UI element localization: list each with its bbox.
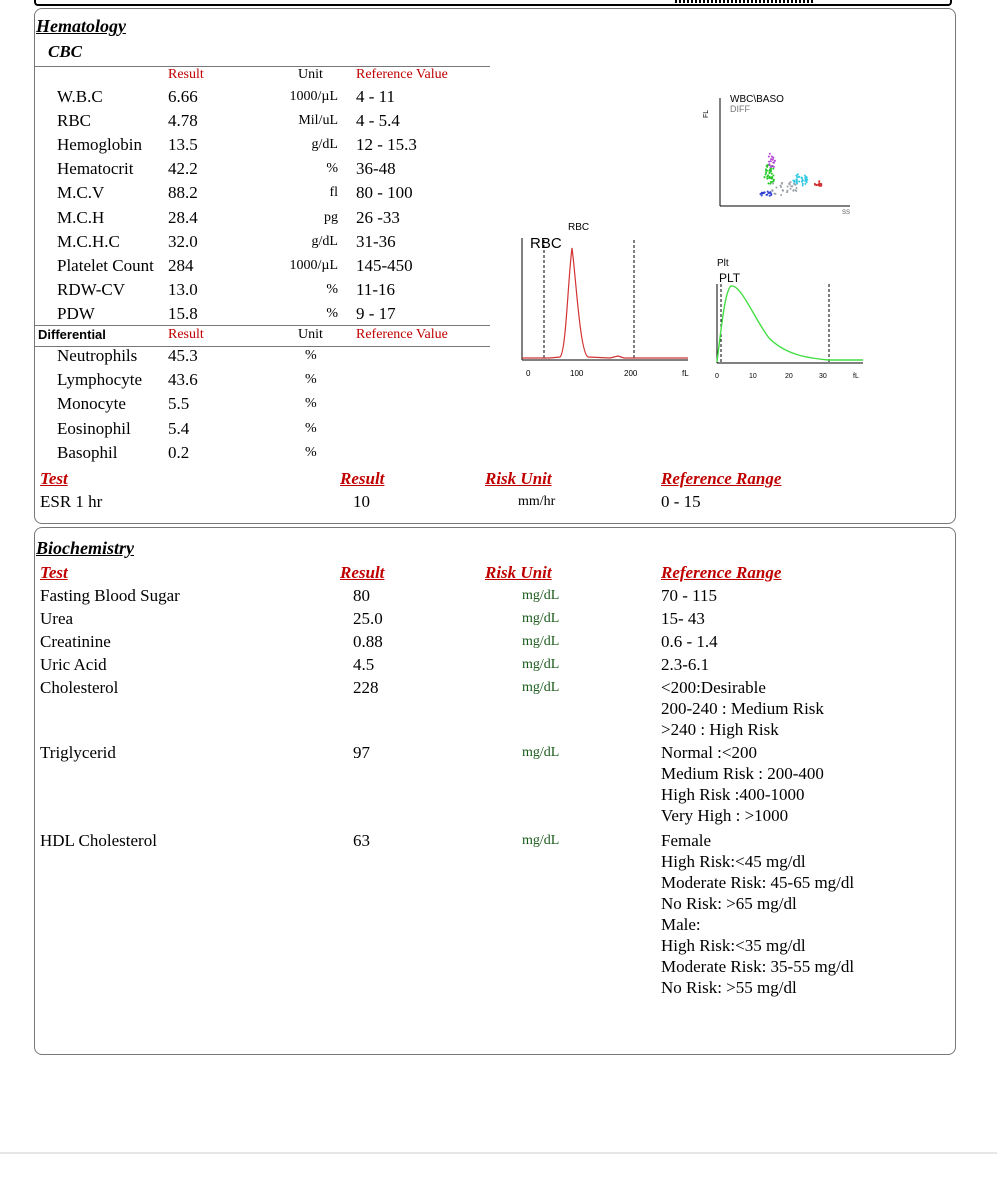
lymphocyte-cluster: [805, 178, 807, 180]
debris-cluster: [791, 185, 793, 187]
lymphocyte-cluster: [796, 176, 798, 178]
diff-result: 5.4: [168, 418, 190, 438]
monocyte-cluster: [818, 180, 820, 182]
diff-unit: %: [305, 396, 317, 412]
cbc-result: 13.0: [168, 279, 198, 299]
debris-cluster: [782, 190, 784, 192]
scatter-x-label: SS: [842, 210, 851, 216]
bio-range-line: 2.3-6.1: [661, 655, 710, 674]
debris-cluster: [795, 189, 797, 191]
neutrophil-cluster: [767, 174, 769, 176]
cbc-test-name: M.C.H: [57, 207, 105, 227]
cbc-title: CBC: [48, 42, 83, 61]
diff-result: 45.3: [168, 346, 198, 365]
bio-test-name: HDL Cholesterol: [40, 831, 157, 850]
cbc-result: 284: [168, 255, 194, 275]
diff-unit: %: [305, 372, 317, 388]
cbc-unit: %: [326, 281, 338, 297]
bio-range-line: >240 : High Risk: [661, 720, 779, 739]
diff-unit: %: [305, 420, 317, 436]
diff-unit: %: [305, 348, 317, 363]
plt-title: Plt: [717, 258, 729, 269]
eosinophil-cluster: [768, 161, 770, 163]
wbc-scatter-chart: [700, 88, 870, 218]
bio-unit: mg/dL: [522, 833, 560, 848]
diff-unit: %: [305, 444, 317, 460]
debris-cluster: [786, 190, 788, 192]
lymphocyte-cluster: [793, 180, 795, 182]
neutrophil-cluster: [771, 178, 773, 180]
bio-unit: mg/dL: [522, 680, 560, 695]
cbc-unit: %: [326, 161, 338, 177]
scatter-dots: [759, 153, 822, 197]
lymphocyte-cluster: [796, 183, 798, 185]
cbc-reference: 145-450: [356, 255, 413, 275]
bio-test-name: Creatinine: [40, 632, 111, 651]
cbc-unit: g/dL: [311, 233, 338, 249]
monocyte-cluster: [818, 182, 820, 184]
bio-range-line: High Risk :400-1000: [661, 785, 805, 804]
bio-range-line: Moderate Risk: 45-65 mg/dl: [661, 873, 855, 892]
diff-test-name: Eosinophil: [57, 418, 131, 438]
plt-tick-label: 10: [749, 373, 757, 380]
lymphocyte-cluster: [804, 183, 806, 185]
cbc-result: 32.0: [168, 231, 198, 251]
cbc-test-name: Hemoglobin: [57, 135, 142, 155]
esr-result: 10: [353, 492, 370, 511]
bio-unit: mg/dL: [522, 657, 560, 672]
lymphocyte-cluster: [805, 180, 807, 182]
bio-result: 63: [353, 831, 370, 850]
bio-range-line: High Risk:<45 mg/dl: [661, 852, 806, 871]
plt-unit: fL: [853, 373, 859, 380]
hematology-title: Hematology: [36, 16, 126, 36]
bio-test-name: Uric Acid: [40, 655, 107, 674]
rbc-histogram: [510, 218, 695, 383]
plt-histogram: [705, 250, 870, 385]
cbc-reference: 4 - 11: [356, 87, 396, 106]
neutrophil-cluster: [764, 176, 766, 178]
basophil-cluster: [761, 194, 763, 196]
cbc-result-header: Result: [168, 67, 204, 82]
diff-result-header: Result: [168, 327, 204, 342]
bio-range-line: Medium Risk : 200-400: [661, 764, 824, 783]
neutrophil-cluster: [768, 177, 770, 179]
cbc-result: 15.8: [168, 303, 198, 323]
neutrophil-cluster: [769, 169, 771, 171]
bio-range-line: 70 - 115: [661, 586, 718, 605]
bio-range-line: 15- 43: [661, 609, 705, 628]
cbc-test-name: RBC: [57, 111, 92, 131]
diff-label: Differential: [38, 327, 106, 342]
rbc-subtitle: RBC: [530, 235, 562, 252]
esr-unit-header: Risk Unit: [485, 469, 552, 488]
bio-unit: mg/dL: [522, 634, 560, 649]
cbc-left-line: [34, 66, 35, 330]
cbc-result: 88.2: [168, 183, 198, 203]
basophil-cluster: [769, 191, 771, 193]
lymphocyte-cluster: [806, 176, 808, 178]
biochemistry-title: Biochemistry: [36, 538, 134, 558]
neutrophil-cluster: [770, 171, 772, 173]
neutrophil-cluster: [773, 179, 775, 181]
bio-unit: mg/dL: [522, 745, 560, 760]
bio-range-line: No Risk: >55 mg/dl: [661, 978, 797, 997]
cbc-test-name: M.C.H.C: [57, 231, 120, 251]
neutrophil-cluster: [766, 170, 768, 172]
esr-range: 0 - 15: [661, 492, 701, 511]
esr-unit: mm/hr: [518, 494, 556, 509]
cbc-test-name: RDW-CV: [57, 279, 125, 299]
debris-cluster: [772, 182, 774, 184]
bio-test-name: Cholesterol: [40, 678, 119, 697]
debris-cluster: [781, 183, 783, 185]
cbc-reference: 80 - 100: [356, 183, 413, 203]
bio-range-line: No Risk: >65 mg/dl: [661, 894, 797, 913]
scatter-title2: DIFF: [730, 104, 750, 114]
lymphocyte-cluster: [795, 181, 797, 183]
bio-range-line: Male:: [661, 915, 701, 934]
esr-test-header: Test: [40, 469, 68, 488]
cbc-result: 6.66: [168, 87, 198, 106]
bio-range-line: High Risk:<35 mg/dl: [661, 936, 806, 955]
debris-cluster: [792, 190, 794, 192]
debris-cluster: [789, 183, 791, 185]
bio-unit-header: Risk Unit: [485, 563, 552, 582]
bio-unit: mg/dL: [522, 588, 560, 603]
esr-range-header: Reference Range: [661, 469, 782, 488]
plt-tick-label: 30: [819, 373, 827, 380]
bio-result: 0.88: [353, 632, 383, 651]
eosinophil-cluster: [768, 156, 770, 158]
rbc-unit: fL: [682, 369, 689, 378]
bio-result: 80: [353, 586, 370, 605]
bio-test-name: Triglycerid: [40, 743, 116, 762]
cbc-unit: %: [326, 305, 338, 321]
cbc-unit: Mil/uL: [298, 113, 338, 129]
rbc-tick-label: 0: [526, 369, 531, 378]
scatter-y-label: FL: [703, 109, 710, 118]
diff-result: 0.2: [168, 442, 190, 462]
lymphocyte-cluster: [801, 180, 803, 182]
plt-ticks: [715, 373, 827, 380]
cbc-unit: fl: [329, 185, 338, 201]
bio-range-header: Reference Range: [661, 563, 782, 582]
bio-result-header: Result: [340, 563, 385, 582]
debris-cluster: [795, 187, 797, 189]
plt-tick-label: 0: [715, 373, 719, 380]
eosinophil-cluster: [770, 166, 772, 168]
neutrophil-cluster: [766, 166, 768, 168]
cbc-result: 28.4: [168, 207, 198, 227]
bio-result: 228: [353, 678, 379, 697]
bio-result: 4.5: [353, 655, 375, 674]
eosinophil-cluster: [771, 165, 773, 167]
basophil-cluster: [770, 194, 772, 196]
basophil-cluster: [764, 191, 766, 193]
plt-tick-label: 20: [785, 373, 793, 380]
lymphocyte-cluster: [796, 175, 798, 177]
bio-test-header: Test: [40, 563, 68, 582]
debris-cluster: [775, 186, 777, 188]
lymphocyte-cluster: [796, 178, 798, 180]
rbc-tick-label: 200: [624, 369, 638, 378]
cbc-unit: g/dL: [311, 137, 338, 153]
debris-cluster: [790, 188, 792, 190]
diff-reference-header: Reference Value: [356, 327, 448, 342]
neutrophil-cluster: [766, 178, 768, 180]
eosinophil-cluster: [768, 163, 770, 165]
rbc-title: RBC: [568, 222, 590, 233]
bio-test-name: Urea: [40, 609, 74, 628]
cbc-unit: 1000/µL: [289, 89, 338, 104]
cbc-test-name: Hematocrit: [57, 159, 134, 179]
cbc-reference: 4 - 5.4: [356, 111, 400, 131]
top-pattern: [675, 0, 815, 3]
neutrophil-cluster: [772, 175, 774, 177]
cbc-reference: 31-36: [356, 231, 396, 251]
bio-range-line: Female: [661, 831, 712, 850]
diff-result: 43.6: [168, 370, 198, 390]
basophil-cluster: [766, 194, 768, 196]
rbc-ticks: [526, 369, 638, 378]
diff-test-name: Basophil: [57, 442, 118, 462]
debris-cluster: [779, 185, 781, 187]
lymphocyte-cluster: [802, 185, 804, 187]
scatter-title: WBC\BASO: [730, 94, 784, 105]
monocyte-cluster: [816, 184, 818, 186]
cbc-test-name: W.B.C: [57, 87, 103, 106]
eosinophil-cluster: [770, 160, 772, 162]
cbc-reference: 36-48: [356, 159, 396, 179]
diff-test-name: Neutrophils: [57, 346, 138, 365]
cbc-unit: 1000/µL: [289, 257, 338, 273]
bio-range-line: Very High : >1000: [661, 806, 789, 825]
cbc-test-name: M.C.V: [57, 183, 105, 203]
rbc-tick-label: 100: [570, 369, 584, 378]
esr-result-header: Result: [340, 469, 385, 488]
bio-range-line: Moderate Risk: 35-55 mg/dl: [661, 957, 855, 976]
cbc-reference: 9 - 17: [356, 303, 396, 323]
neutrophil-cluster: [771, 173, 773, 175]
lymphocyte-cluster: [798, 181, 800, 183]
cbc-test-name: Platelet Count: [57, 255, 154, 275]
cbc-result: 4.78: [168, 111, 198, 131]
cbc-reference: 26 -33: [356, 207, 400, 227]
eosinophil-cluster: [774, 160, 776, 162]
neutrophil-cluster: [767, 182, 769, 184]
eosinophil-cluster: [772, 157, 774, 159]
diff-test-name: Lymphocyte: [57, 370, 142, 390]
cbc-reference: 12 - 15.3: [356, 135, 417, 155]
monocyte-cluster: [820, 184, 822, 186]
eosinophil-cluster: [773, 162, 775, 164]
plt-subtitle: PLT: [719, 271, 741, 285]
bio-range-line: 0.6 - 1.4: [661, 632, 718, 651]
debris-cluster: [794, 183, 796, 185]
monocyte-cluster: [814, 184, 816, 186]
bio-range-line: 200-240 : Medium Risk: [661, 699, 824, 718]
bio-unit: mg/dL: [522, 611, 560, 626]
esr-name: ESR 1 hr: [40, 492, 103, 511]
diff-unit-header: Unit: [298, 327, 323, 342]
debris-cluster: [787, 185, 789, 187]
diff-top-line: [34, 325, 490, 326]
bio-result: 25.0: [353, 609, 383, 628]
diff-test-name: Monocyte: [57, 394, 126, 414]
bio-result: 97: [353, 743, 370, 762]
lymphocyte-cluster: [798, 176, 800, 178]
neutrophil-cluster: [768, 172, 770, 174]
debris-cluster: [780, 194, 782, 196]
cbc-reference-header: Reference Value: [356, 67, 448, 82]
bio-test-name: Fasting Blood Sugar: [40, 586, 180, 605]
eosinophil-cluster: [772, 159, 774, 161]
eosinophil-cluster: [769, 153, 771, 155]
cbc-result: 13.5: [168, 135, 198, 155]
rbc-curve: [522, 248, 688, 358]
cbc-unit: pg: [324, 209, 338, 225]
basophil-cluster: [767, 192, 769, 194]
neutrophil-cluster: [765, 172, 767, 174]
debris-cluster: [772, 190, 774, 192]
neutrophil-cluster: [772, 168, 774, 170]
debris-cluster: [774, 193, 776, 195]
cbc-result: 42.2: [168, 159, 198, 179]
cbc-reference: 11-16: [356, 279, 396, 299]
page-bottom-rule: [0, 1152, 997, 1154]
lymphocyte-cluster: [801, 177, 803, 179]
diff-result: 5.5: [168, 394, 190, 414]
bio-range-line: <200:Desirable: [661, 678, 766, 697]
cbc-test-name: PDW: [57, 303, 95, 323]
plt-curve: [717, 286, 863, 362]
bio-range-line: Normal :<200: [661, 743, 757, 762]
cbc-unit-header: Unit: [298, 67, 323, 82]
